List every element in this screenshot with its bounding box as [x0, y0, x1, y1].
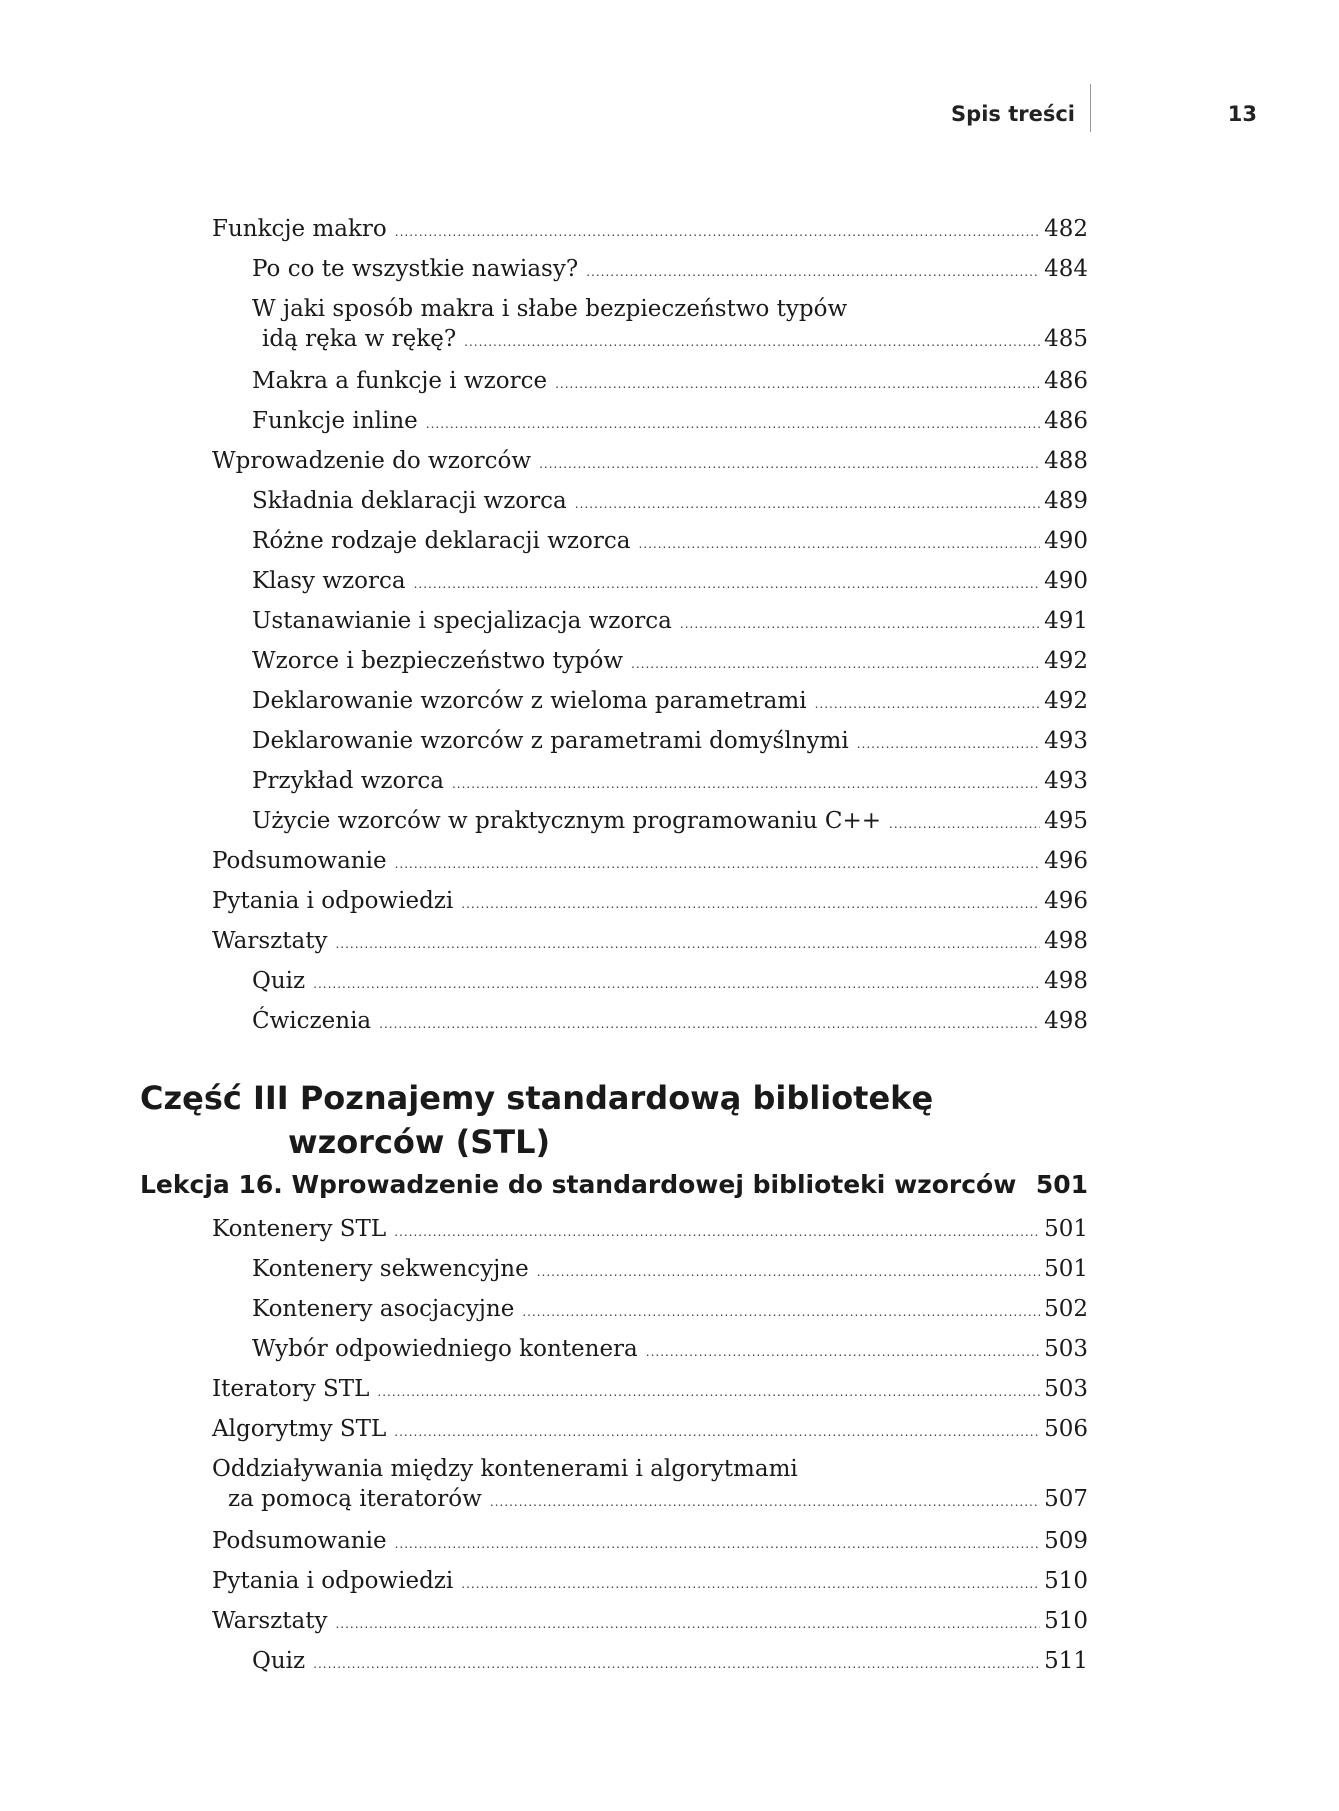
toc-entry-title: Deklarowanie wzorców z parametrami domyślnymi	[252, 728, 849, 754]
part-heading-line1: Część III Poznajemy standardową bibliotekę	[140, 1079, 934, 1117]
toc-entry-title: Wzorce i bezpieczeństwo typów	[252, 648, 624, 674]
toc-entry-page: 501	[1044, 1256, 1088, 1282]
running-header	[0, 84, 1339, 136]
toc-entry-title: Oddziaływania między kontenerami i algorytmami	[212, 1456, 798, 1482]
toc-entry	[252, 1334, 1088, 1367]
toc-entry-title: Podsumowanie	[212, 848, 387, 874]
toc-entry-title: Ćwiczenia	[252, 1008, 372, 1034]
toc-entry	[252, 1254, 1088, 1287]
dot-leader	[537, 1257, 1040, 1287]
toc-entry-title-continued: idą ręka w rękę?	[262, 326, 457, 352]
dot-leader	[313, 969, 1040, 999]
dot-leader	[335, 1609, 1040, 1639]
dot-leader	[575, 489, 1040, 519]
toc-entry	[212, 1454, 1088, 1517]
toc-entry-title: Algorytmy STL	[212, 1416, 387, 1442]
toc-entry	[252, 1006, 1088, 1039]
toc-entry	[212, 1214, 1088, 1247]
header-divider	[1090, 84, 1091, 132]
dot-leader	[539, 449, 1040, 479]
toc-entry-page: 509	[1044, 1528, 1088, 1554]
toc-entry-page: 510	[1044, 1608, 1088, 1634]
dot-leader	[646, 1337, 1040, 1367]
toc-entry-title: Przykład wzorca	[252, 768, 444, 794]
dot-leader	[522, 1297, 1040, 1327]
dot-leader	[452, 769, 1040, 799]
toc-entry-title: Quiz	[252, 1648, 306, 1674]
dot-leader	[555, 369, 1040, 399]
toc-entry-title: Ustanawianie i specjalizacja wzorca	[252, 608, 672, 634]
toc-entry-page: 486	[1044, 408, 1088, 434]
toc-entry-title: Makra a funkcje i wzorce	[252, 368, 548, 394]
toc-entry-page: 492	[1044, 688, 1088, 714]
toc-entry-page: 489	[1044, 488, 1088, 514]
dot-leader	[394, 1217, 1040, 1247]
toc-entry-page: 510	[1044, 1568, 1088, 1594]
toc-entry-page: 495	[1044, 808, 1088, 834]
dot-leader	[638, 529, 1040, 559]
toc-entry-title: Użycie wzorców w praktycznym programowaniu C++	[252, 808, 882, 834]
toc-entry	[252, 294, 1088, 357]
toc-entry	[252, 366, 1088, 399]
toc-entry-title: W jaki sposób makra i słabe bezpieczeństwo typów	[252, 296, 848, 322]
toc-entry-title: Kontenery asocjacyjne	[252, 1296, 515, 1322]
toc-entry-page: 485	[1044, 326, 1088, 352]
toc-entry	[252, 526, 1088, 559]
toc-entry	[212, 1414, 1088, 1447]
dot-leader	[464, 327, 1040, 357]
toc-entry	[252, 406, 1088, 439]
toc-entry	[212, 1374, 1088, 1407]
toc-entry-title: Deklarowanie wzorców z wieloma parametrami	[252, 688, 807, 714]
toc-entry	[252, 1646, 1088, 1679]
dot-leader	[889, 809, 1040, 839]
lesson-page: 501	[1035, 1170, 1088, 1199]
toc-entry-page: 503	[1044, 1336, 1088, 1362]
dot-leader	[379, 1009, 1040, 1039]
toc-entry-page: 498	[1044, 1008, 1088, 1034]
toc-entry-title: Wybór odpowiedniego kontenera	[252, 1336, 638, 1362]
toc-entry	[212, 1606, 1088, 1639]
toc-entry-page: 492	[1044, 648, 1088, 674]
toc-entry-title: Funkcje inline	[252, 408, 418, 434]
toc-entry	[252, 766, 1088, 799]
toc-entry	[212, 846, 1088, 879]
toc-entry-page: 493	[1044, 768, 1088, 794]
toc-entry-page: 490	[1044, 528, 1088, 554]
toc-entry-page: 496	[1044, 888, 1088, 914]
toc-entry-title: Różne rodzaje deklaracji wzorca	[252, 528, 631, 554]
toc-entry-title: Po co te wszystkie nawiasy?	[252, 256, 579, 282]
toc-entry	[252, 686, 1088, 719]
toc-entry-title: Pytania i odpowiedzi	[212, 888, 454, 914]
toc-entry-page: 511	[1044, 1648, 1088, 1674]
toc-entry-title: Quiz	[252, 968, 306, 994]
toc-entry-page: 493	[1044, 728, 1088, 754]
toc-entry	[252, 726, 1088, 759]
toc-entry-page: 501	[1044, 1216, 1088, 1242]
dot-leader	[395, 1529, 1041, 1559]
dot-leader	[395, 849, 1041, 879]
toc-entry	[252, 646, 1088, 679]
toc-entry	[212, 926, 1088, 959]
toc-entry	[252, 606, 1088, 639]
toc-entry-page: 502	[1044, 1296, 1088, 1322]
dot-leader	[335, 929, 1040, 959]
dot-leader	[631, 649, 1040, 679]
part-heading-line2: wzorców (STL)	[288, 1123, 551, 1161]
header-title: Spis treści	[951, 102, 1075, 126]
toc-entry-page: 482	[1044, 216, 1088, 242]
toc-entry	[212, 446, 1088, 479]
dot-leader	[857, 729, 1040, 759]
part-heading	[140, 1076, 933, 1164]
toc-entry-title: Pytania i odpowiedzi	[212, 1568, 454, 1594]
toc-entry-page: 506	[1044, 1416, 1088, 1442]
dot-leader	[313, 1649, 1040, 1679]
toc-entry-page: 484	[1044, 256, 1088, 282]
toc-entry-title: Warsztaty	[212, 928, 328, 954]
toc-entry-page: 498	[1044, 928, 1088, 954]
toc-entry	[252, 806, 1088, 839]
dot-leader	[490, 1487, 1040, 1517]
toc-entry-page: 503	[1044, 1376, 1088, 1402]
dot-leader	[680, 609, 1040, 639]
toc-entry-title-continued: za pomocą iteratorów	[228, 1486, 482, 1512]
lesson-title: Lekcja 16. Wprowadzenie do standardowej biblioteki wzorców	[140, 1170, 1017, 1199]
toc-entry	[212, 886, 1088, 919]
toc-entry-title: Podsumowanie	[212, 1528, 387, 1554]
page-number: 13	[1227, 102, 1257, 126]
toc-entry	[252, 1294, 1088, 1327]
dot-leader	[461, 1569, 1040, 1599]
toc-entry-page: 498	[1044, 968, 1088, 994]
dot-leader	[414, 569, 1040, 599]
dot-leader	[395, 217, 1040, 247]
dot-leader	[394, 1417, 1040, 1447]
toc-entry	[252, 486, 1088, 519]
toc-entry-title: Funkcje makro	[212, 216, 387, 242]
toc-entry	[252, 566, 1088, 599]
toc-entry-page: 490	[1044, 568, 1088, 594]
toc-entry-title: Składnia deklaracji wzorca	[252, 488, 567, 514]
toc-entry-title: Wprowadzenie do wzorców	[212, 448, 532, 474]
toc-entry-title: Klasy wzorca	[252, 568, 406, 594]
toc-entry-title: Kontenery sekwencyjne	[252, 1256, 529, 1282]
toc-entry-title: Warsztaty	[212, 1608, 328, 1634]
dot-leader	[815, 689, 1041, 719]
toc-entry	[212, 214, 1088, 247]
toc-entry-page: 496	[1044, 848, 1088, 874]
toc-entry-page: 507	[1044, 1486, 1088, 1512]
toc-entry-page: 486	[1044, 368, 1088, 394]
lesson-heading	[140, 1170, 1088, 1199]
dot-leader	[461, 889, 1040, 919]
toc-entry	[252, 254, 1088, 287]
toc-entry	[252, 966, 1088, 999]
toc-entry	[212, 1566, 1088, 1599]
toc-entry	[212, 1526, 1088, 1559]
toc-entry-title: Iteratory STL	[212, 1376, 370, 1402]
dot-leader	[377, 1377, 1040, 1407]
toc-entry-page: 488	[1044, 448, 1088, 474]
toc-entry-page: 491	[1044, 608, 1088, 634]
dot-leader	[426, 409, 1040, 439]
toc-entry-title: Kontenery STL	[212, 1216, 387, 1242]
dot-leader	[586, 257, 1040, 287]
